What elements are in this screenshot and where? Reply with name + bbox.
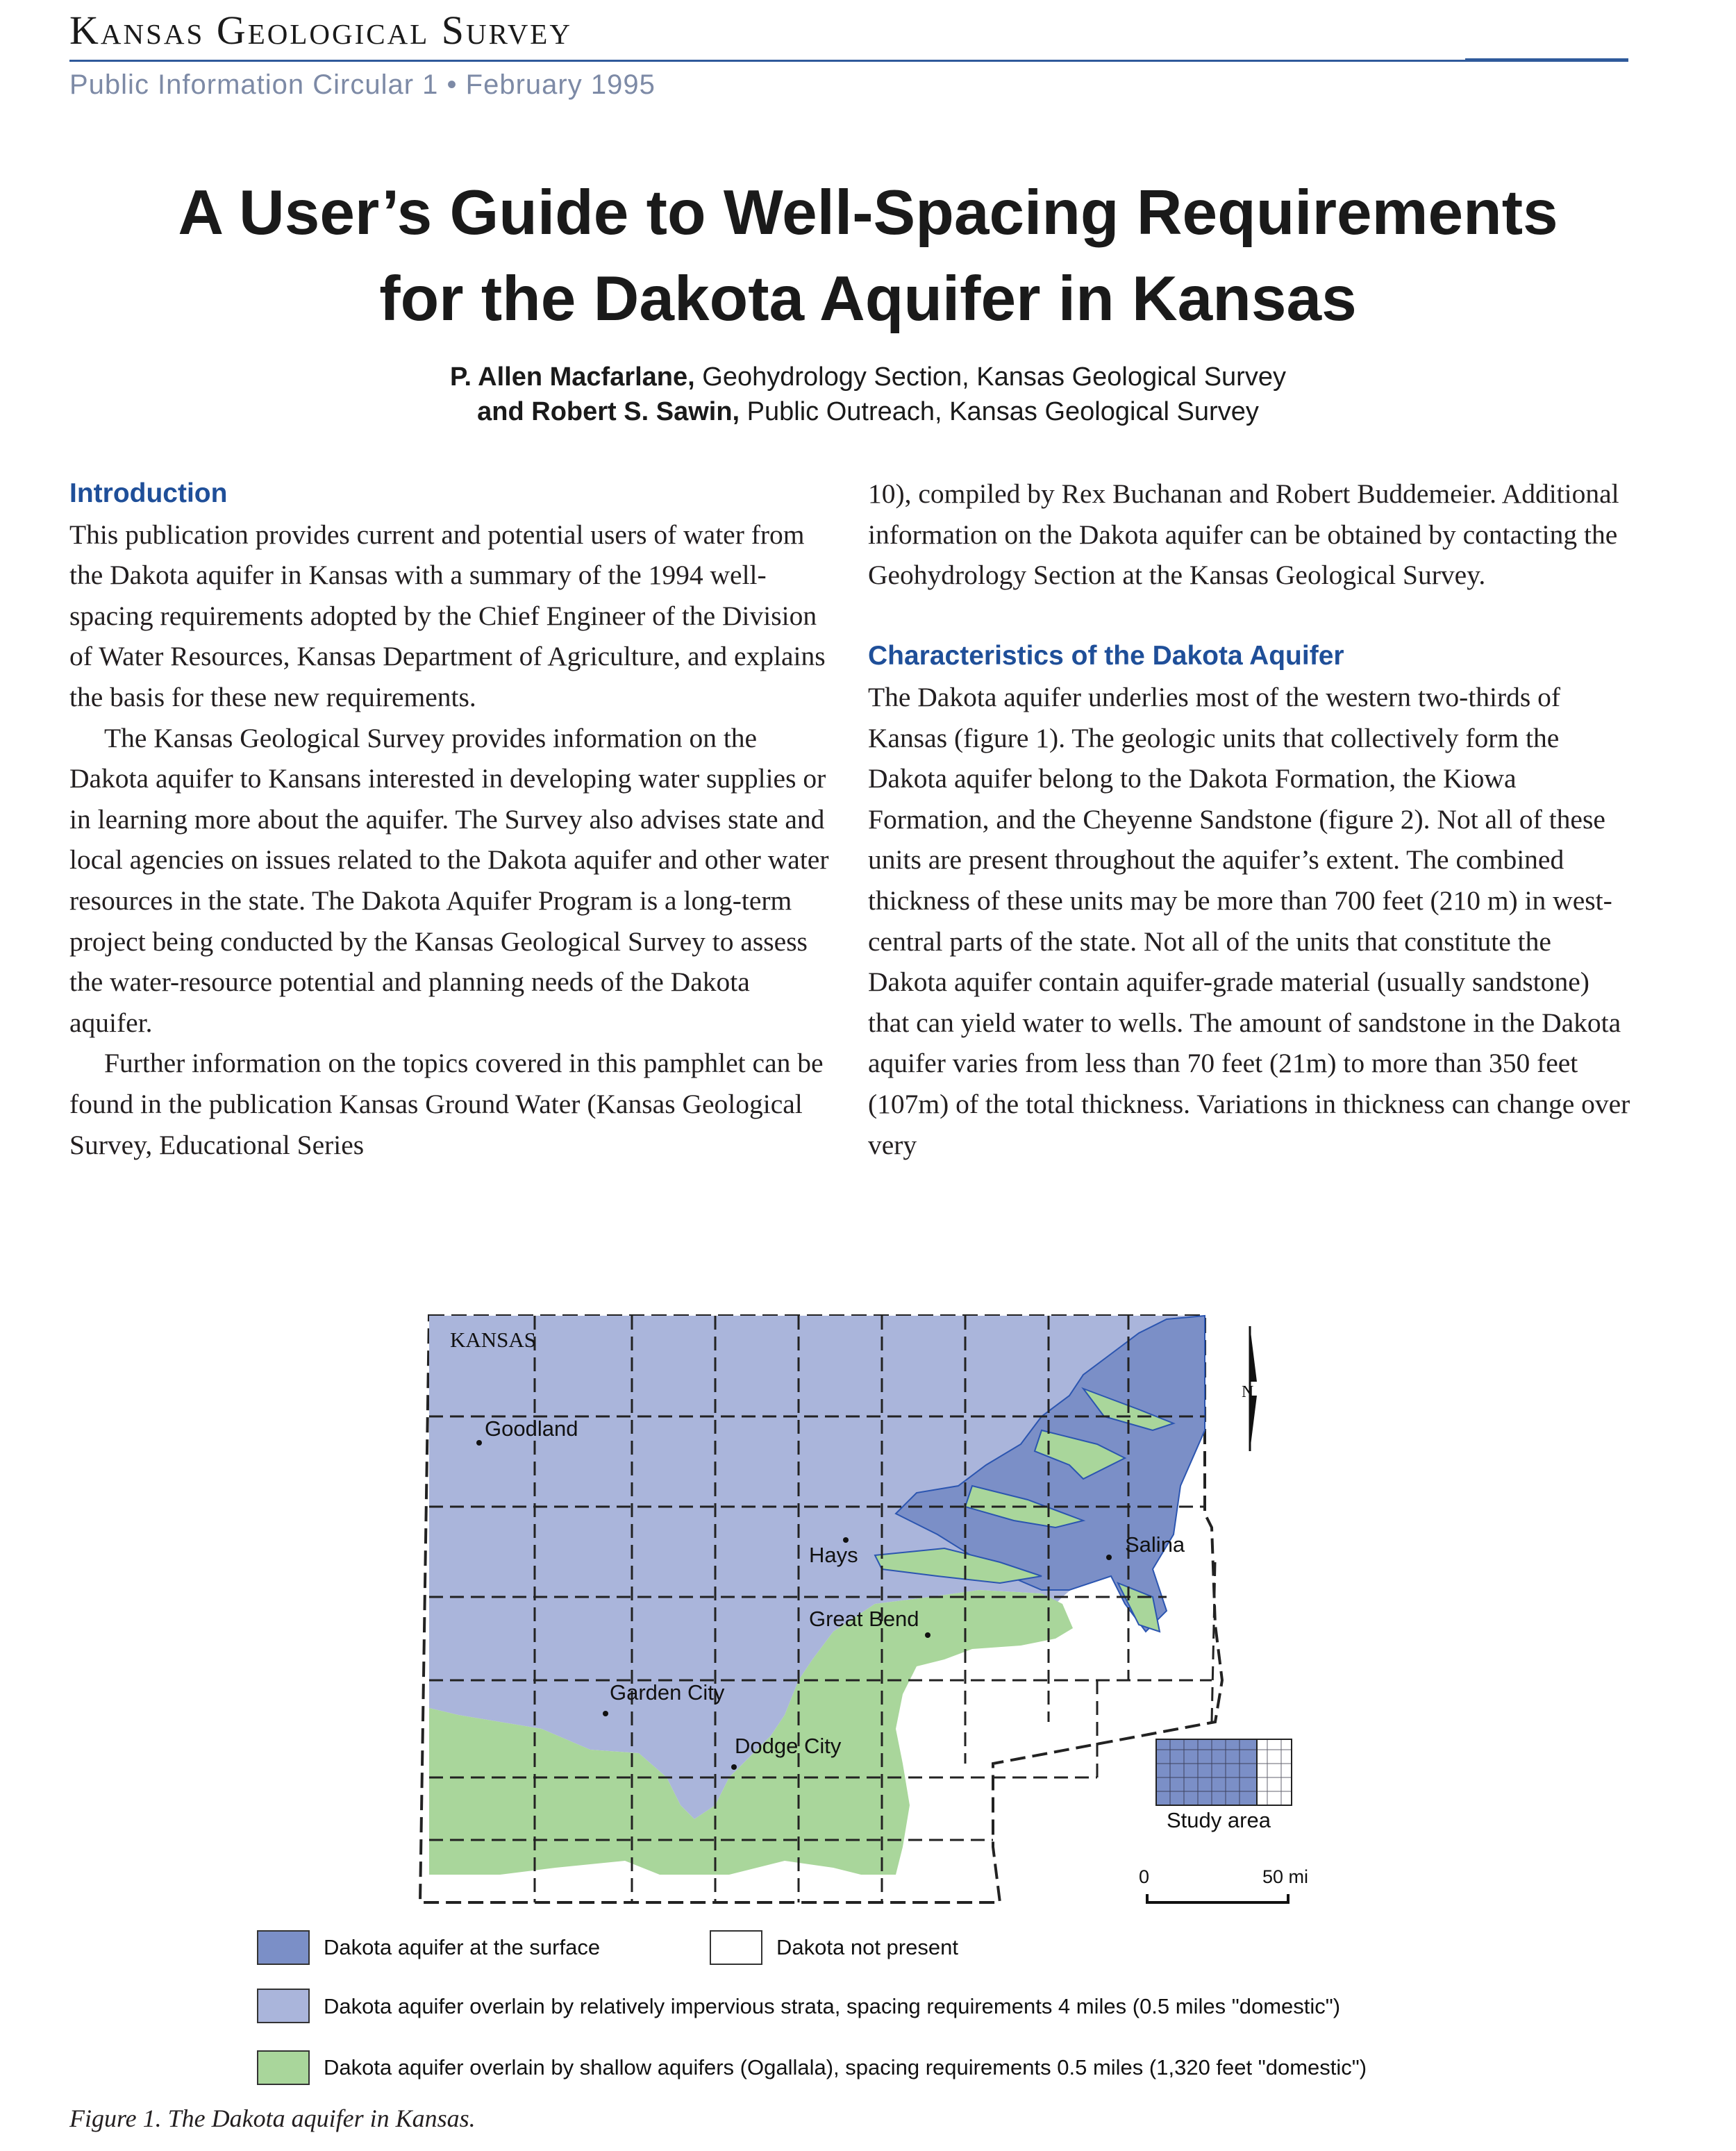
author-2-name: and Robert S. Sawin, bbox=[477, 397, 740, 426]
city-salina: Salina bbox=[1125, 1532, 1185, 1557]
city-great-bend: Great Bend bbox=[809, 1607, 919, 1631]
page-title bbox=[42, 170, 1694, 342]
city-hays: Hays bbox=[809, 1543, 858, 1567]
scale-start: 0 bbox=[1139, 1866, 1150, 1887]
city-garden-city: Garden City bbox=[610, 1680, 725, 1705]
legend-label-impervious: Dakota aquifer overlain by relatively impervious strata, spacing requirements 4 miles (0.5 miles "domestic") bbox=[324, 1994, 1341, 2018]
north-arrow-icon bbox=[1242, 1326, 1257, 1451]
intro-paragraph-1: This publication provides current and potential users of water from the Dakota aquifer in Kansas with a summary of the 1994 well-spacing requirements adopted by the Chief Engineer of the Division of Water Resources, Kansas Department of Agriculture, and explains the basis for these new requirements. bbox=[69, 519, 826, 712]
authors bbox=[0, 360, 1736, 429]
author-1-affiliation: Geohydrology Section, Kansas Geological Survey bbox=[694, 362, 1286, 392]
intro-paragraph-2: The Kansas Geological Survey provides information on the Dakota aquifer to Kansans interested in developing water supplies or in learning more about the aquifer. The Survey also advises state and local agencies on issues related to the Dakota aquifer and other water resources in the state. The Dakota Aquifer Program is a long-term project being conducted by the Kansas Geological Survey to assess the water-resource potential and planning needs of the Dakota aquifer. bbox=[69, 722, 829, 1038]
legend-swatch-surface bbox=[257, 1930, 310, 1965]
inset-label: Study area bbox=[1167, 1808, 1271, 1832]
author-1-name: P. Allen Macfarlane, bbox=[450, 362, 695, 392]
section-gap bbox=[868, 596, 1635, 637]
legend-label-surface: Dakota aquifer at the surface bbox=[324, 1935, 601, 1959]
city-dodge-city: Dodge City bbox=[735, 1734, 842, 1758]
left-column bbox=[69, 474, 837, 1165]
legend-swatch-not-present bbox=[710, 1930, 762, 1965]
legend-swatch-impervious bbox=[257, 1989, 310, 2023]
title-line-1: A User’s Guide to Well-Spacing Requirements bbox=[178, 178, 1558, 248]
salina-marker bbox=[1106, 1555, 1112, 1560]
header-rule bbox=[69, 60, 1628, 62]
legend-label-not-present: Dakota not present bbox=[776, 1935, 958, 1959]
inset-map bbox=[1156, 1739, 1292, 1805]
legend-label-shallow: Dakota aquifer overlain by shallow aquifers (Ogallala), spacing requirements 0.5 miles (1,320 feet "domestic") bbox=[324, 2055, 1367, 2079]
right-paragraph-1: 10), compiled by Rex Buchanan and Robert Buddemeier. Additional information on the Dakota aquifer can be obtained by contacting the Geohydrology Section at the Kansas Geological Survey. bbox=[868, 478, 1619, 591]
great-bend-marker bbox=[925, 1632, 930, 1638]
introduction-heading: Introduction bbox=[69, 478, 228, 508]
scale-end: 50 mi bbox=[1262, 1866, 1309, 1887]
dodge-city-marker bbox=[731, 1764, 737, 1770]
right-column bbox=[868, 474, 1635, 1165]
characteristics-heading: Characteristics of the Dakota Aquifer bbox=[868, 641, 1344, 671]
legend-swatch-shallow bbox=[257, 2050, 310, 2085]
north-label: N bbox=[1242, 1383, 1254, 1401]
author-2-affiliation: Public Outreach, Kansas Geological Survey bbox=[740, 397, 1259, 426]
scale-bar bbox=[1147, 1894, 1288, 1904]
garden-city-marker bbox=[603, 1711, 608, 1716]
header-rule-accent bbox=[1465, 58, 1628, 62]
intro-paragraph-3: Further information on the topics covered in this pamphlet can be found in the publication Kansas Ground Water (Kansas Geological Survey, Educational Series bbox=[69, 1048, 824, 1160]
title-line-2: for the Dakota Aquifer in Kansas bbox=[379, 264, 1357, 334]
characteristics-paragraph: The Dakota aquifer underlies most of the western two-thirds of Kansas (figure 1). The geologic units that collectively form the Dakota aquifer belong to the Dakota Formation, the Kiowa Formation, and the Cheyenne Sandstone (figure 2). Not all of these units are present throughout the aquifer’s extent. The combined thickness of these units may be more than 700 feet (210 m) in west-central parts of the state. Not all of the units that constitute the Dakota aquifer contain aquifer-grade material (usually sandstone) that can yield water to wells. The amount of sandstone in the Dakota aquifer varies from less than 70 feet (21m) to more than 350 feet (107m) of the total thickness. Variations in thickness can change over very bbox=[868, 681, 1630, 1160]
publication-info: Public Information Circular 1 • February 1995 bbox=[69, 69, 656, 100]
masthead: Kansas Geological Survey bbox=[69, 8, 572, 53]
author-1 bbox=[0, 360, 1736, 394]
author-2 bbox=[0, 394, 1736, 429]
dakota-aquifer-map bbox=[0, 1291, 1736, 1916]
city-goodland: Goodland bbox=[485, 1416, 578, 1441]
map-state-label: KANSAS bbox=[450, 1328, 537, 1352]
hays-marker bbox=[843, 1537, 849, 1543]
goodland-marker bbox=[476, 1440, 482, 1446]
figure-caption: Figure 1. The Dakota aquifer in Kansas. bbox=[69, 2104, 476, 2132]
